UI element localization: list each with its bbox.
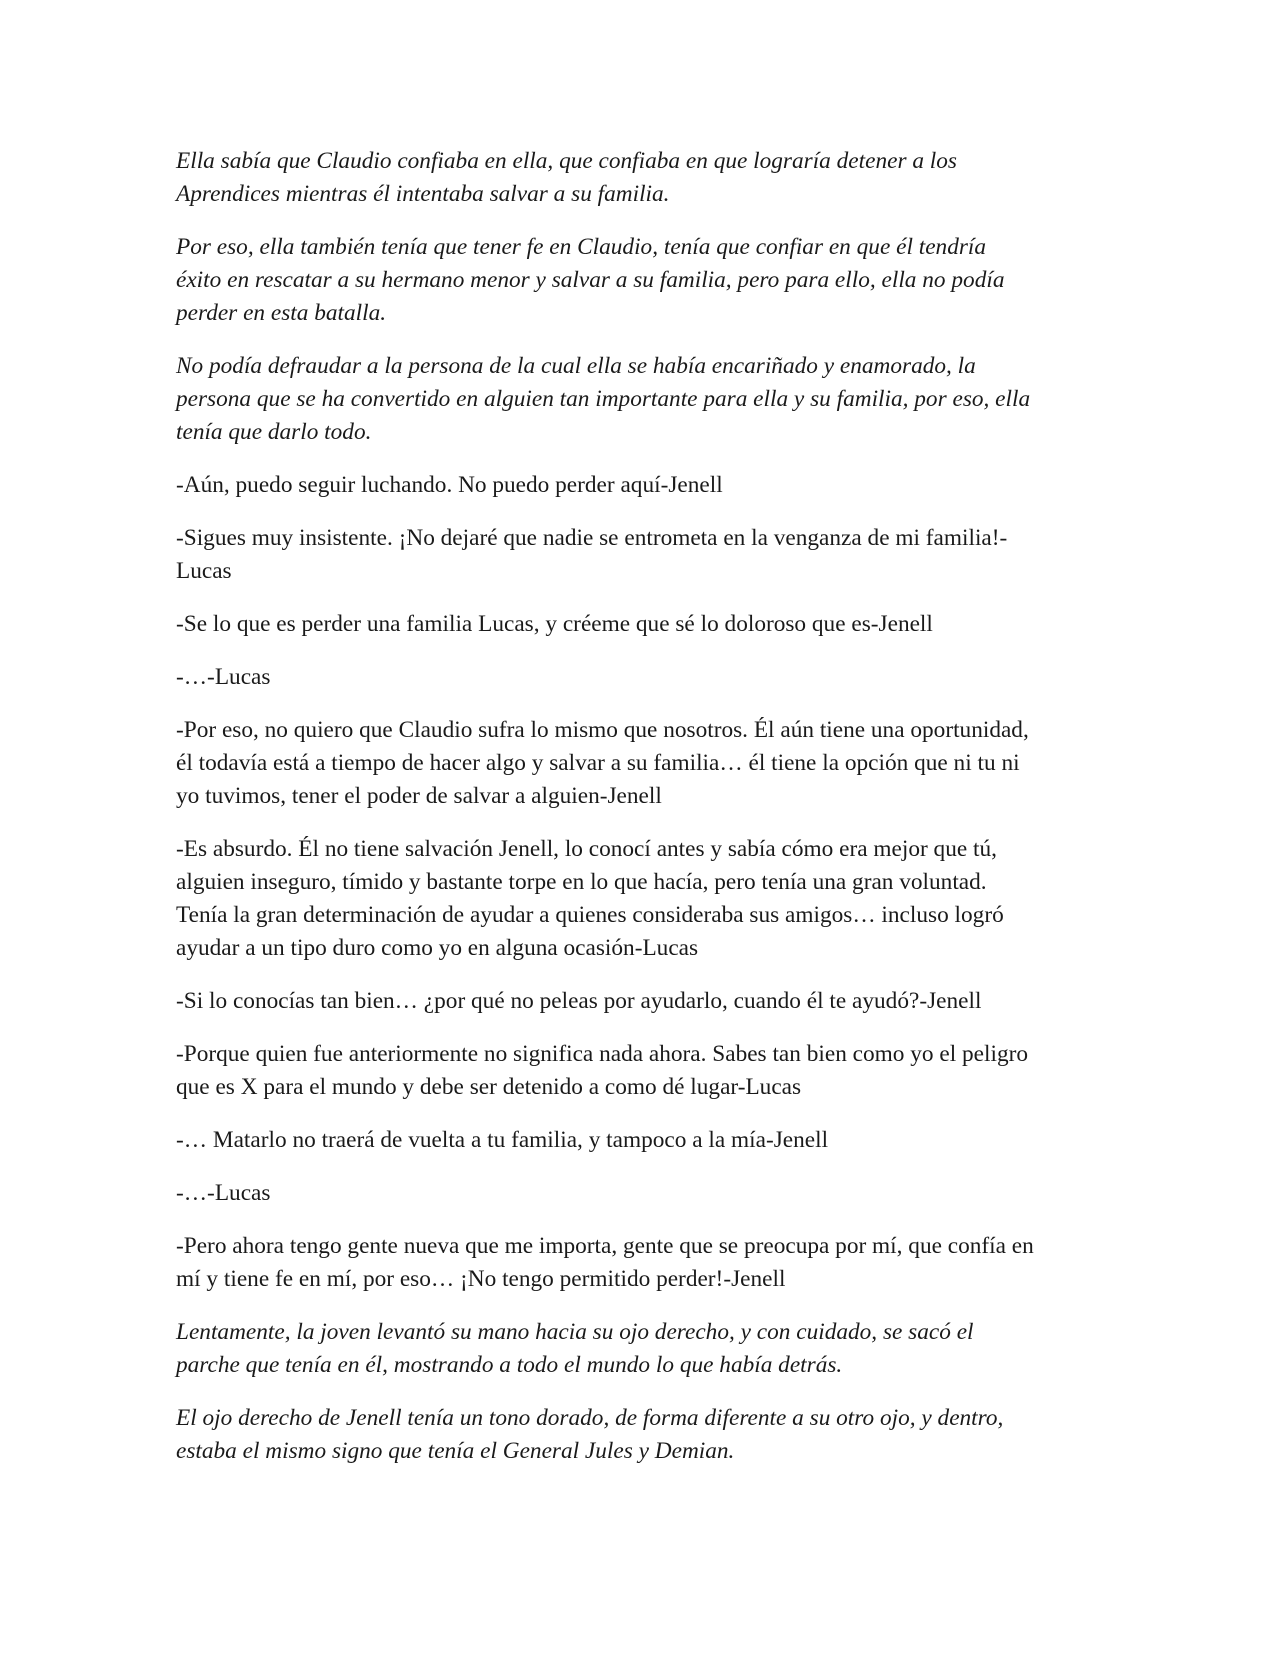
narration-paragraph: El ojo derecho de Jenell tenía un tono dorado, de forma diferente a su otro ojo, y dentro, estaba el mismo signo que tenía el General Jules y Demian. [176,1405,1004,1464]
dialogue-line: -…-Lucas [176,664,271,690]
narration-paragraph: Ella sabía que Claudio confiaba en ella, que confiaba en que lograría detener a los Aprendices mientras él intentaba salvar a su familia. [176,148,957,207]
dialogue-line: -Sigues muy insistente. ¡No dejaré que nadie se entrometa en la venganza de mi familia!- Lucas [176,525,1008,584]
narration-paragraph: Por eso, ella también tenía que tener fe en Claudio, tenía que confiar en que él tendría éxito en rescatar a su hermano menor y salvar a su familia, pero para ello, ella no podía perder en esta batalla. [176,234,1005,326]
dialogue-line: -…-Lucas [176,1180,271,1206]
document-page [176,145,1111,1488]
dialogue-line: -… Matarlo no traerá de vuelta a tu familia, y tampoco a la mía-Jenell [176,1127,829,1153]
dialogue-line: -Si lo conocías tan bien… ¿por qué no peleas por ayudarlo, cuando él te ayudó?-Jenell [176,988,982,1014]
dialogue-line: -Porque quien fue anteriormente no significa nada ahora. Sabes tan bien como yo el peligro que es X para el mundo y debe ser detenido a como dé lugar-Lucas [176,1041,1028,1100]
dialogue-line: -Aún, puedo seguir luchando. No puedo perder aquí-Jenell [176,472,723,498]
dialogue-line: -Pero ahora tengo gente nueva que me importa, gente que se preocupa por mí, que confía en mí y tiene fe en mí, por eso… ¡No tengo permitido perder!-Jenell [176,1233,1034,1292]
dialogue-line: -Es absurdo. Él no tiene salvación Jenell, lo conocí antes y sabía cómo era mejor que tú, alguien inseguro, tímido y bastante torpe en lo que hacía, pero tenía una gran voluntad. Tenía la gran determinación de ayudar a quienes consideraba sus amigos… incluso logró ayudar a un tipo duro como yo en alguna ocasión-Lucas [176,836,1004,961]
dialogue-line: -Se lo que es perder una familia Lucas, y créeme que sé lo doloroso que es-Jenell [176,611,933,637]
narration-paragraph: Lentamente, la joven levantó su mano hacia su ojo derecho, y con cuidado, se sacó el parche que tenía en él, mostrando a todo el mundo lo que había detrás. [176,1319,974,1378]
narration-paragraph: No podía defraudar a la persona de la cual ella se había encariñado y enamorado, la persona que se ha convertido en alguien tan importante para ella y su familia, por eso, ella tenía que darlo todo. [176,353,1031,445]
dialogue-line: -Por eso, no quiero que Claudio sufra lo mismo que nosotros. Él aún tiene una oportunidad, él todavía está a tiempo de hacer algo y salvar a su familia… él tiene la opción que ni tu ni yo tuvimos, tener el poder de salvar a alguien-Jenell [176,717,1029,809]
